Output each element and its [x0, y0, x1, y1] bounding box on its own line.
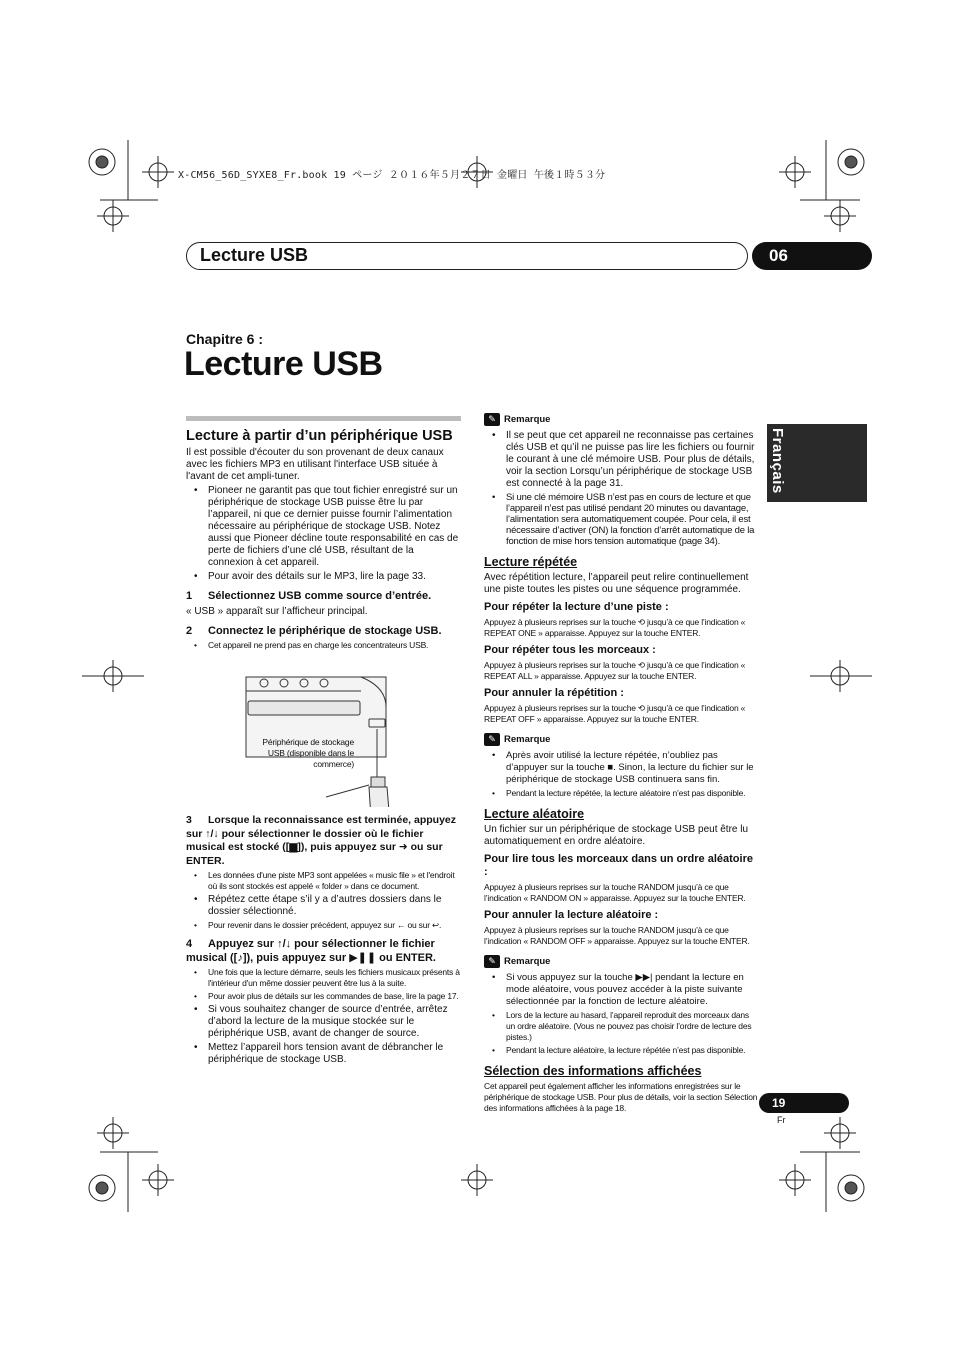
repeat-one-heading: Pour répéter la lecture d’une piste : — [484, 601, 669, 613]
random-off-text: Appuyez à plusieurs reprises sur la touche RANDOM jusqu’à ce que l’indication « RANDOM OFF » apparaisse. Appuyez sur la touche ENTER. — [484, 925, 750, 946]
note-header: ✎ Remarque — [484, 413, 759, 426]
note-header: ✎ Remarque — [484, 733, 759, 746]
list-item: • Pendant la lecture répétée, la lecture aléatoire n’est pas disponible. — [506, 788, 759, 799]
random-off-heading: Pour annuler la lecture aléatoire : — [484, 909, 659, 921]
section-heading-random: Lecture aléatoire — [484, 807, 585, 821]
step-3-bullets — [186, 870, 461, 931]
list-item: • Pioneer ne garantit pas que tout fichier enregistré sur un périphérique de stockage USB puisse être lu par l’appareil, ni que ce dernier puisse fournir l’alimentation nécessaire au périphérique de stockage USB. Notez aussi que Pioneer décline toute responsabilité en cas de perte de fichiers d’une clé USB, résultant de la connexion à cet appareil. — [208, 485, 461, 569]
display-text: Cet appareil peut également afficher les informations enregistrées sur le périphérique de stockage USB. Pour plus de détails, voir la section Sélection des informations affichées à la page 18. — [484, 1081, 758, 1113]
section-heading-usb: Lecture à partir d’un périphérique USB — [186, 428, 453, 444]
left-column — [186, 416, 461, 1068]
note-pencil-icon: ✎ — [484, 955, 500, 968]
list-item: • Pour avoir plus de détails sur les commandes de base, lire la page 17. — [208, 991, 461, 1002]
note-3-bullets — [484, 972, 759, 1056]
print-header-line: X-CM56_56D_SYXE8_Fr.book 19 ページ ２０１６年５月２７日 金曜日 午後１時５３分 — [178, 170, 606, 181]
step-4-bullets — [186, 967, 461, 1066]
page-language-code: Fr — [777, 1115, 786, 1125]
repeat-intro: Avec répétition lecture, l’appareil peut relire continuellement une piste toutes les pistes ou une séquence programmée. — [484, 572, 749, 595]
illustration-caption: Périphérique de stockage USB (disponible dans le commerce) — [262, 737, 354, 769]
step-2: 2 Connectez le périphérique de stockage USB. — [186, 624, 442, 637]
section-rule — [186, 416, 461, 421]
intro-text: Il est possible d'écouter du son provenant de deux canaux avec les fichiers MP3 en utilisant l'interface USB située à l'avant de cet ampli-tuner. — [186, 447, 444, 482]
note-pencil-icon: ✎ — [484, 413, 500, 426]
language-tab-label: Français — [769, 428, 786, 494]
repeat-off-heading: Pour annuler la répétition : — [484, 687, 624, 699]
step-4: 4 Appuyez sur ↑/↓ pour sélectionner le fichier musical ([♪]), puis appuyez sur ▶❚❚ ou ENTER. — [186, 938, 436, 964]
header-title: Lecture USB — [200, 245, 309, 265]
step-3: 3 Lorsque la reconnaissance est terminée, appuyez sur ↑/↓ pour sélectionner le dossier où le fichier musical est stocké ([▆]), puis appuyez sur ➜ ou sur ENTER. — [186, 814, 457, 867]
list-item: • Si une clé mémoire USB n’est pas en cours de lecture et que l’appareil n’est pas utilisé pendant 20 minutes ou davantage, l’alimentation sera automatiquement coupée. Pour cela, il est nécessaire d’activer (ON) la fonction d’arrêt automatique de la fonction de mise hors tension automatique (page 34). — [506, 492, 759, 547]
repeat-off-text: Appuyez à plusieurs reprises sur la touche ⟲ jusqu’à ce que l’indication « REPEAT OFF » apparaisse. Appuyez sur la touche ENTER. — [484, 703, 746, 724]
step-2-bullets — [186, 640, 461, 651]
note-1-bullets — [484, 430, 759, 547]
list-item: • Une fois que la lecture démarre, seuls les fichiers musicaux présents à l'intérieur d'un même dossier peuvent être lus à la suite. — [208, 967, 461, 989]
list-item: • Pour avoir des détails sur le MP3, lire la page 33. — [208, 571, 461, 583]
repeat-one-text: Appuyez à plusieurs reprises sur la touche ⟲ jusqu’à ce que l’indication « REPEAT ONE » apparaisse. Appuyez sur la touche ENTER. — [484, 617, 746, 638]
list-item: • Il se peut que cet appareil ne reconnaisse pas certaines clés USB et qu’il ne puisse pas lire les fichiers ou fournir le courant à une clé mémoire USB. Pour plus de détails, voir la section Lorsqu’un périphérique de stockage USB est connecté à la page 31. — [506, 430, 759, 490]
list-item: • Répétez cette étape s’il y a d’autres dossiers dans le dossier sélectionné. — [208, 894, 461, 918]
intro-bullets — [186, 485, 461, 583]
right-column — [484, 411, 759, 1116]
chapter-title: Lecture USB — [184, 345, 383, 383]
list-item: • Pendant la lecture aléatoire, la lecture répétée n’est pas disponible. — [506, 1045, 759, 1056]
random-intro: Un fichier sur un périphérique de stockage USB peut être lu automatiquement en ordre aléatoire. — [484, 824, 749, 847]
list-item: • Après avoir utilisé la lecture répétée, n’oubliez pas d’appuyer sur la touche ■. Sinon, la lecture du fichier sur le périphérique de stockage USB continuera sans fin. — [506, 750, 759, 786]
repeat-all-text: Appuyez à plusieurs reprises sur la touche ⟲ jusqu’à ce que l’indication « REPEAT ALL » apparaisse. Appuyez sur la touche ENTER. — [484, 660, 746, 681]
page-number-badge: 19 — [759, 1093, 849, 1113]
repeat-all-heading: Pour répéter tous les morceaux : — [484, 644, 656, 656]
step-1: 1 Sélectionnez USB comme source d’entrée. — [186, 590, 432, 602]
section-heading-display: Sélection des informations affichées — [484, 1064, 702, 1078]
usb-device-drawing — [186, 657, 461, 807]
header-chapter-number: 06 — [752, 242, 872, 270]
list-item: • Pour revenir dans le dossier précédent, appuyez sur ← ou sur ↩. — [208, 920, 461, 931]
list-item: • Cet appareil ne prend pas en charge les concentrateurs USB. — [208, 640, 461, 651]
list-item: • Lors de la lecture au hasard, l’appareil reproduit des morceaux dans un ordre aléatoire. (Vous ne pouvez pas choisir l’ordre de lecture des pistes.) — [506, 1010, 759, 1043]
random-on-heading: Pour lire tous les morceaux dans un ordre aléatoire : — [484, 853, 753, 878]
list-item: • Si vous appuyez sur la touche ▶▶| pendant la lecture en mode aléatoire, vous pouvez accéder à la piste suivante sélectionnée par la fonction de lecture aléatoire. — [506, 972, 759, 1008]
note-pencil-icon: ✎ — [484, 733, 500, 746]
list-item: • Les données d'une piste MP3 sont appelées « music file » et l'endroit où ils sont stockés est appelé « folder » dans ce document. — [208, 870, 461, 892]
list-item: • Si vous souhaitez changer de source d’entrée, arrêtez d’abord la lecture de la musique stockée sur le périphérique USB, avant de changer de source. — [208, 1004, 461, 1040]
section-heading-repeat: Lecture répétée — [484, 555, 578, 569]
chapter-label: Chapitre 6 : — [186, 331, 264, 347]
step-1-text: « USB » apparaît sur l’afficheur principal. — [186, 605, 368, 617]
list-item: • Mettez l’appareil hors tension avant de débrancher le périphérique de stockage USB. — [208, 1042, 461, 1066]
note-header: ✎ Remarque — [484, 955, 759, 968]
random-on-text: Appuyez à plusieurs reprises sur la touche RANDOM jusqu’à ce que l’indication « RANDOM ON » apparaisse. Appuyez sur la touche ENTER. — [484, 882, 746, 903]
usb-connection-illustration — [186, 657, 461, 807]
note-2-bullets — [484, 750, 759, 799]
language-tab — [767, 424, 867, 502]
